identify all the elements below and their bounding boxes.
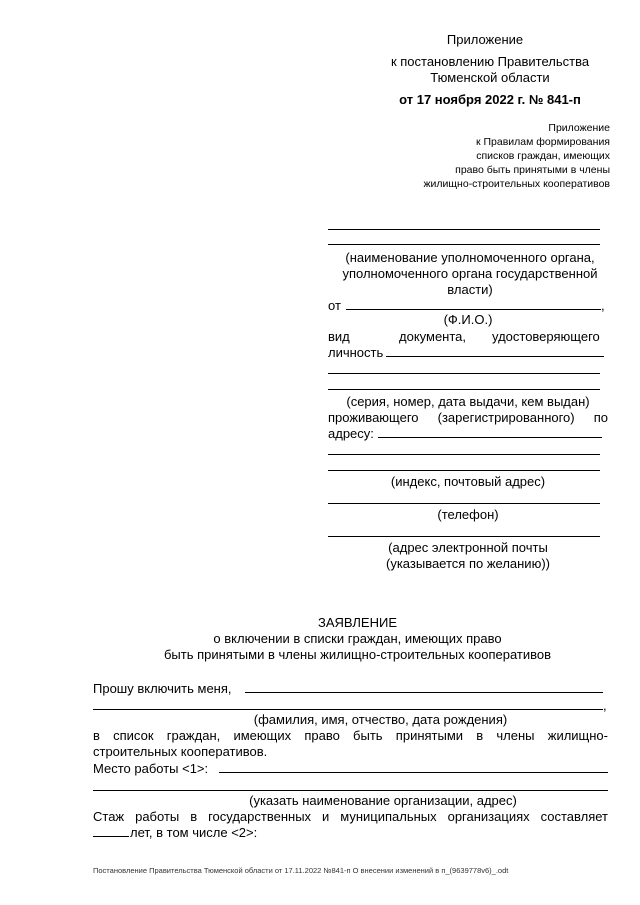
- statement-subtitle: быть принятыми в члены жилищно-строительных кооперативов: [163, 647, 552, 662]
- passport-caption: (серия, номер, дата выдачи, кем выдан): [346, 394, 590, 409]
- sub-appendix-title: Приложение: [548, 122, 610, 134]
- name-blank-line[interactable]: [245, 692, 603, 693]
- identity-label: личность: [328, 345, 384, 360]
- workplace-blank-line[interactable]: [93, 790, 608, 791]
- document-footer: Постановление Правительства Тюменской области от 17.11.2022 №841-п О внесении изменений в п_(9639778v6)_.odt: [93, 866, 509, 875]
- fio-caption: (Ф.И.О.): [443, 312, 493, 327]
- fio-blank-line[interactable]: [346, 309, 601, 310]
- address-label: адресу:: [328, 426, 374, 441]
- from-comma: ,: [601, 298, 605, 313]
- email-caption: (адрес электронной почты: [388, 540, 548, 555]
- doc-type-word: удостоверяющего: [492, 329, 600, 344]
- sub-appendix-line: списков граждан, имеющих: [476, 150, 610, 162]
- sub-appendix-line: к Правилам формирования: [475, 136, 610, 148]
- request-comma: ,: [603, 698, 607, 713]
- years-text: лет, в том числе <2>:: [130, 825, 258, 840]
- name-caption: (фамилия, имя, отчество, дата рождения): [253, 712, 508, 727]
- sub-appendix-line: право быть принятыми в члены: [455, 164, 610, 176]
- request-label: Прошу включить меня,: [93, 681, 232, 696]
- statement-title: ЗАЯВЛЕНИЕ: [317, 615, 398, 630]
- address-blank-line[interactable]: [378, 437, 602, 438]
- phone-caption: (телефон): [437, 507, 499, 522]
- workplace-label: Место работы <1>:: [93, 761, 209, 776]
- sub-appendix-line: жилищно-строительных кооперативов: [423, 178, 610, 190]
- statement-subtitle: о включении в списки граждан, имеющих право: [213, 631, 502, 646]
- organ-caption: (наименование уполномоченного органа,: [345, 250, 595, 265]
- residing-line: проживающего (зарегистрированного) по: [328, 410, 608, 425]
- identity-blank-line[interactable]: [328, 373, 600, 374]
- organ-caption: власти): [447, 282, 493, 297]
- phone-blank-line[interactable]: [328, 503, 600, 504]
- resolution-date-number: от 17 ноября 2022 г. № 841-п: [399, 92, 581, 107]
- resolution-ref: к постановлению Правительства: [390, 54, 590, 69]
- email-caption: (указывается по желанию)): [386, 556, 550, 571]
- region-name: Тюменской области: [430, 70, 550, 85]
- index-caption: (индекс, почтовый адрес): [390, 474, 546, 489]
- name-blank-line[interactable]: [93, 709, 603, 710]
- org-caption: (указать наименование организации, адрес): [249, 793, 517, 808]
- from-label: от: [328, 298, 341, 313]
- email-blank-line[interactable]: [328, 536, 600, 537]
- identity-blank-line[interactable]: [386, 356, 604, 357]
- address-blank-line[interactable]: [328, 470, 600, 471]
- workplace-blank-line[interactable]: [219, 772, 608, 773]
- list-text: в список граждан, имеющих право быть принятыми в члены жилищно-: [93, 728, 608, 743]
- organ-blank-line[interactable]: [328, 244, 600, 245]
- doc-type-word: вид: [328, 329, 350, 344]
- organ-caption: уполномоченного органа государственной: [342, 266, 598, 281]
- address-blank-line[interactable]: [328, 454, 600, 455]
- experience-text: Стаж работы в государственных и муниципальных организациях составляет: [93, 809, 608, 824]
- doc-type-word: документа,: [399, 329, 466, 344]
- organ-blank-line[interactable]: [328, 229, 600, 230]
- appendix-title: Приложение: [446, 32, 524, 47]
- years-blank-line[interactable]: [93, 836, 129, 837]
- list-text: строительных кооперативов.: [93, 744, 268, 759]
- identity-blank-line[interactable]: [328, 389, 600, 390]
